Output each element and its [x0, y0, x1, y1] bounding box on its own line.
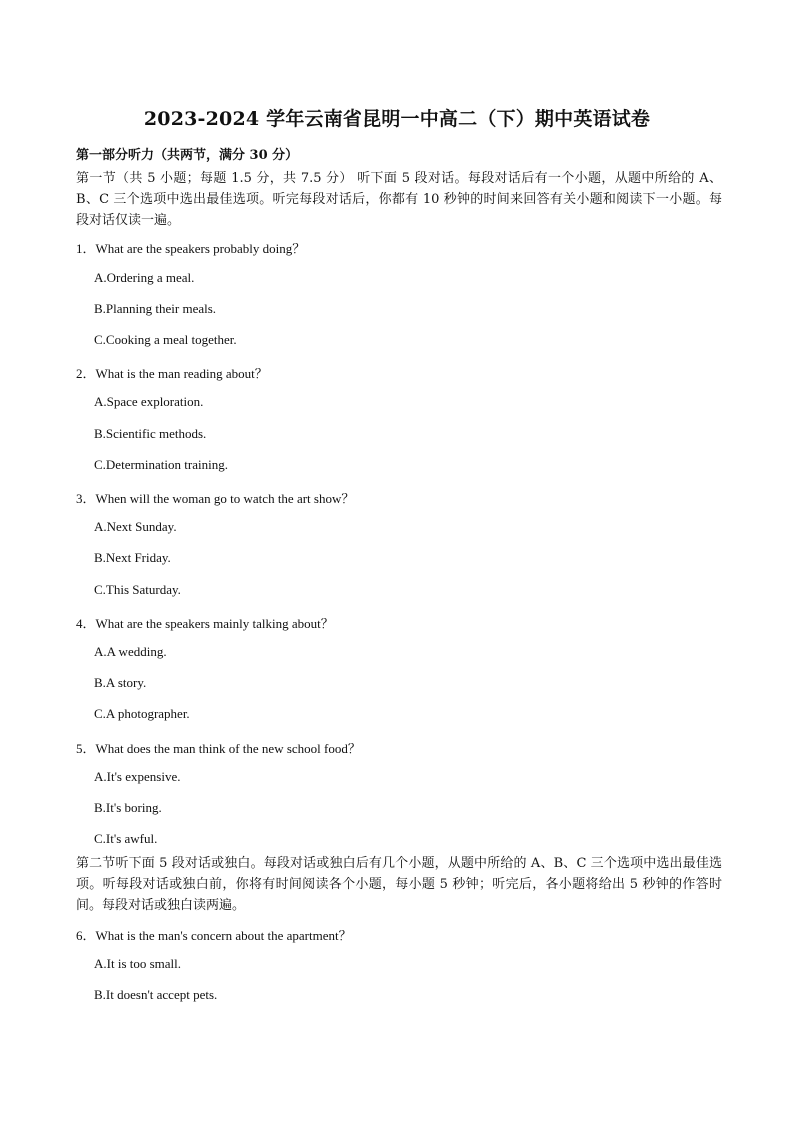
- question-5-option-b: B.It's boring.: [94, 800, 162, 815]
- section1-instructions: 第一节（共 5 小题；每题 1.5 分，共 7.5 分） 听下面 5 段对话。每段对话后有一个小题，从题中所给的 A、B、C 三个选项中选出最佳选项。听完每段对话后，你都有 10 秒钟的时间来回答有关小题和阅读下一小题。每段对话仅读一遍。: [76, 171, 722, 228]
- question-6-option-a: A.It is too small.: [94, 956, 182, 971]
- question-1-option-c: C.Cooking a meal together.: [94, 332, 237, 347]
- question-1-option-a: A.Ordering a meal.: [94, 270, 195, 285]
- question-2-stem: 2．What is the man reading about？: [76, 366, 268, 381]
- question-4-option-a: A.A wedding.: [94, 644, 167, 659]
- question-4-stem: 4．What are the speakers mainly talking about？: [76, 616, 334, 631]
- question-6-stem: 6．What is the man's concern about the apartment？: [76, 928, 352, 943]
- question-3-option-b: B.Next Friday.: [94, 550, 171, 565]
- question-1-stem: 1．What are the speakers probably doing？: [76, 241, 306, 256]
- part1-heading: 第一部分听力（共两节，满分 30 分）: [76, 148, 299, 163]
- question-3-option-a: A.Next Sunday.: [94, 519, 177, 534]
- question-4-option-b: B.A story.: [94, 675, 147, 690]
- question-5-stem: 5．What does the man think of the new school food？: [76, 741, 361, 756]
- question-5-option-a: A.It's expensive.: [94, 769, 181, 784]
- question-6-option-b: B.It doesn't accept pets.: [94, 987, 218, 1002]
- question-2-option-b: B.Scientific methods.: [94, 426, 207, 441]
- question-2-option-a: A.Space exploration.: [94, 394, 204, 409]
- question-3-option-c: C.This Saturday.: [94, 582, 181, 597]
- section2-instructions: 第二节听下面 5 段对话或独白。每段对话或独白后有几个小题，从题中所给的 A、B、C 三个选项中选出最佳选项。听每段对话或独白前，你将有时间阅读各个小题，每小题 5 秒钟；听完后，各小题将给出 5 秒钟的作答时间。每段对话或独白读两遍。: [76, 856, 722, 913]
- question-3-stem: 3．When will the woman go to watch the art show？: [76, 491, 355, 506]
- page-title: 2023-2024 学年云南省昆明一中高二（下）期中英语试卷: [143, 108, 651, 130]
- question-4-option-c: C.A photographer.: [94, 706, 190, 721]
- question-2-option-c: C.Determination training.: [94, 457, 228, 472]
- question-5-option-c: C.It's awful.: [94, 831, 158, 846]
- question-1-option-b: B.Planning their meals.: [94, 301, 217, 316]
